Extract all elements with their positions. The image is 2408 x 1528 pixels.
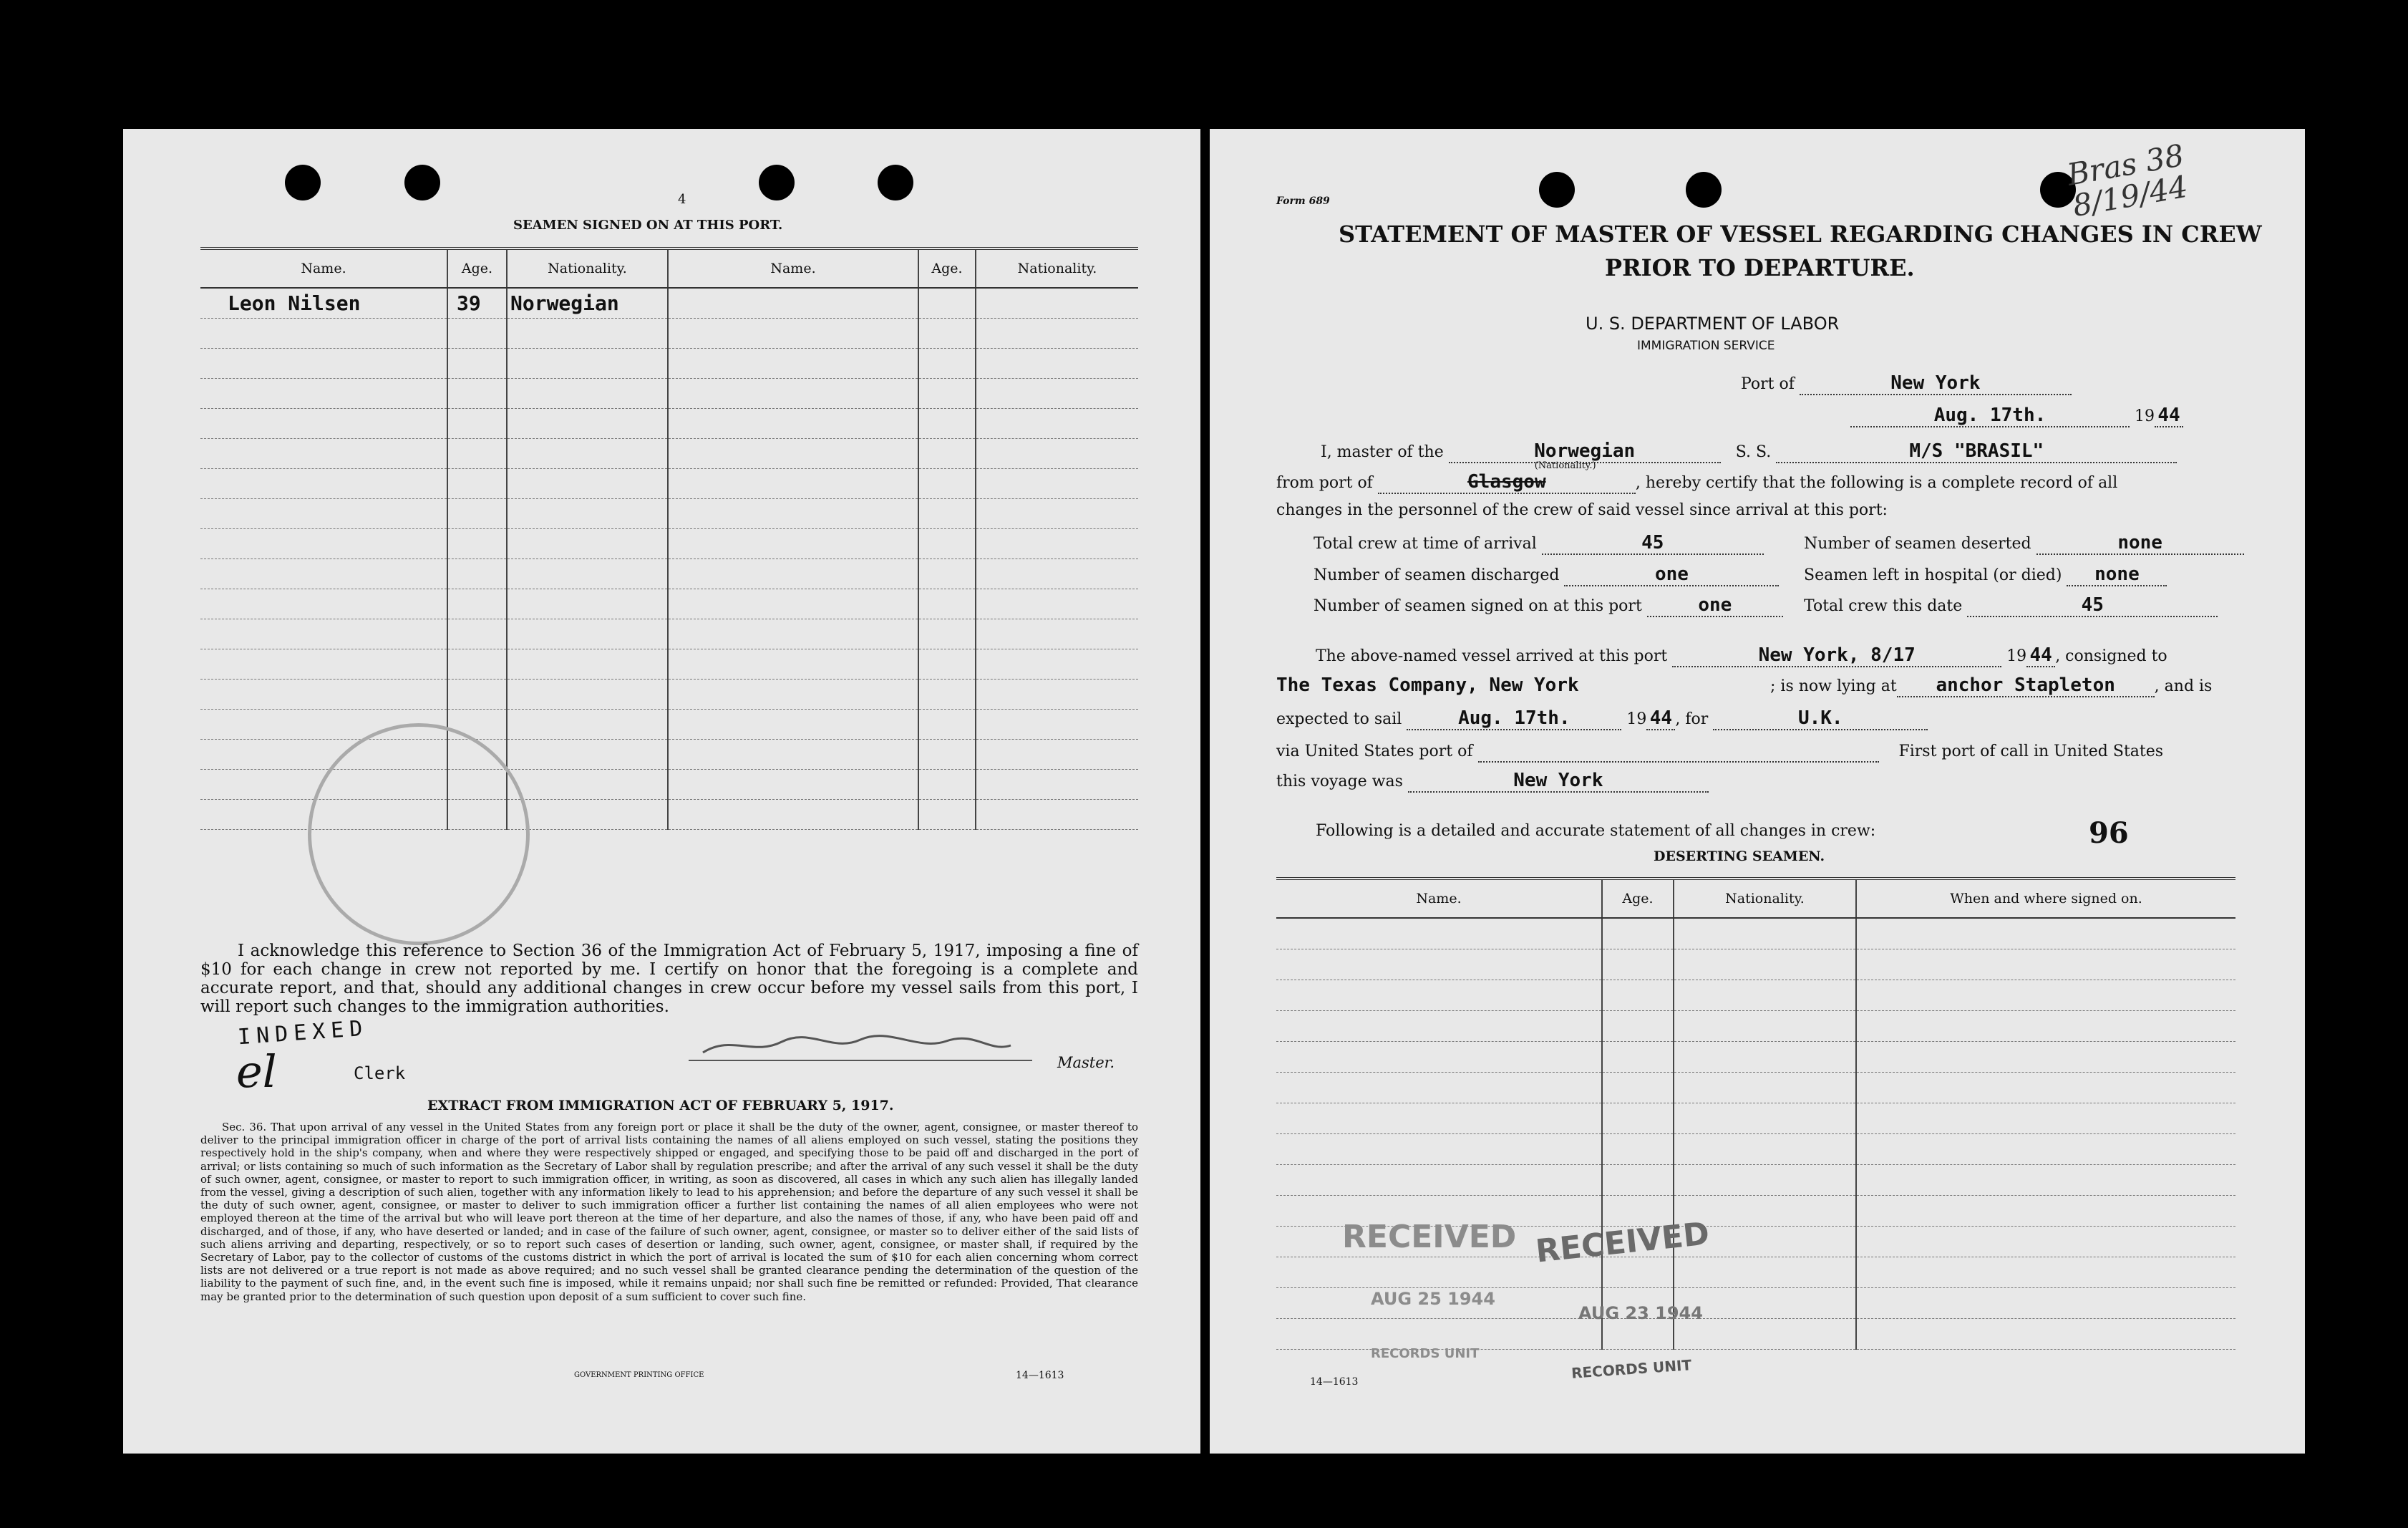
received-stamp: RECEIVED (1534, 1215, 1712, 1270)
column-header: Age. (918, 248, 976, 288)
stat-label: Total crew this date (1804, 597, 1963, 615)
table-row (200, 469, 1138, 499)
right-page (1210, 129, 2305, 1454)
stat-label: Number of seamen discharged (1314, 566, 1560, 584)
stat-value: none (2036, 532, 2244, 555)
seaman-age: 39 (447, 288, 507, 319)
nationality-value: Norwegian (Nationality.) (1449, 440, 1721, 463)
stat-value: one (1564, 564, 1779, 586)
table-row (200, 499, 1138, 529)
year-prefix: 19 (2135, 407, 2155, 425)
punch-hole (404, 165, 440, 200)
title-line-2: PRIOR TO DEPARTURE. (1605, 254, 1915, 281)
from-port-label: from port of (1276, 474, 1373, 492)
faded-circular-stamp (308, 723, 530, 945)
column-header: Name. (668, 248, 918, 288)
and-is-label: , and is (2154, 677, 2213, 695)
table-row (1276, 949, 2235, 980)
table-row (1276, 1165, 2235, 1196)
form-code: 14—1613 (1016, 1370, 1064, 1381)
stamp-unit: RECORDS UNIT (1371, 1346, 1480, 1361)
table-row (200, 710, 1138, 740)
seamen-signed-on-table (200, 247, 1138, 830)
voyage-label: this voyage was (1276, 773, 1403, 790)
sail-date: Aug. 17th. (1407, 707, 1621, 730)
table-row (200, 319, 1138, 349)
column-header: When and where signed on. (1856, 879, 2235, 918)
column-header: Nationality. (1674, 879, 1856, 918)
nationality-caption: (Nationality.) (1534, 460, 1596, 471)
printer-label: GOVERNMENT PRINTING OFFICE (574, 1371, 704, 1379)
certify-text-2: changes in the personnel of the crew of said vessel since arrival at this port: (1276, 501, 1888, 519)
received-stamp: RECEIVED (1342, 1219, 1517, 1255)
first-port-value: New York (1408, 770, 1709, 793)
year-value: 44 (2155, 405, 2183, 427)
lying-value: anchor Stapleton (1897, 674, 2155, 697)
stat-value: one (1647, 594, 1783, 617)
stat-value: 45 (1542, 532, 1764, 555)
stat-label: Number of seamen deserted (1804, 535, 2031, 553)
table-row (1276, 918, 2235, 949)
clerk-label: Clerk (354, 1063, 406, 1083)
stamp-date: AUG 23 1944 (1578, 1303, 1703, 1323)
arrival-year: 44 (2026, 644, 2055, 667)
column-header: Nationality. (507, 248, 668, 288)
column-header: Nationality. (976, 248, 1138, 288)
table-row (1276, 1011, 2235, 1042)
punch-hole (285, 165, 321, 200)
year-prefix: 19 (1626, 710, 1647, 728)
table-row (1276, 1042, 2235, 1073)
destination: U.K. (1713, 707, 1928, 730)
section-title: SEAMEN SIGNED ON AT THIS PORT. (513, 218, 783, 233)
via-label: via United States port of (1276, 743, 1473, 760)
certify-text: , hereby certify that the following is a complete record of all (1635, 474, 2118, 492)
master-signature-line (689, 1031, 1032, 1061)
vessel-name: M/S "BRASIL" (1776, 440, 2177, 463)
handwritten-annotation: Bras 38 8/19/44 (2064, 137, 2190, 224)
table-row (200, 559, 1138, 589)
punch-hole (878, 165, 913, 200)
table-row (200, 649, 1138, 680)
department-name: U. S. DEPARTMENT OF LABOR (1586, 314, 1840, 334)
date-value: Aug. 17th. (1850, 405, 2130, 427)
extract-text: Sec. 36. That upon arrival of any vessel in the United States from any foreign port or place it shall be the duty of the owner, agent, consignee, or master thereof to deliver to the principal immigration officer in charge of the port of arrival lists containing the names of all aliens employed on such vessel, stating the positions they respectively hold in the ship's company, when and where they were respectively shipped or engaged, and specifying those to be paid off and discharged in the port of arrival; or lists containing so much of such information as the Secretary of Labor shall by regulation prescribe; and after the arrival of any such vessel it shall be the duty of such owner, agent, consignee, or master to report to such immigration officer, in writing, as soon as discovered, all cases in which any such alien has illegally landed from the vessel, giving a description of such alien, together with any information likely to lead to his apprehension; and before the departure of any such vessel it shall be the duty of such owner, agent, consignee, or master to deliver to such immigration officer a further list containing the names of all alien employees who were not employed thereon at the time of the arrival but who will leave port thereon at the time of her departure, and also the names of those, if any, who have been paid off and discharged, and of those, if any, who have deserted or landed; and in case of the failure of such owner, agent, consignee, or master so to deliver either of the said lists of such aliens arriving and departing, respectively, or so to report such cases of desertion or landing, such owner, agent, consignee, or master shall, if required by the Secretary of Labor, pay to the collector of customs of the customs district in which the port of arrival is located the sum of $10 for each alien concerning whom correct lists are not delivered or a true report is not made as above required; and no such vessel shall be granted clearance pending the determination of the question of the liability to the payment of such fine, and, in the event such fine is imposed, while it remains unpaid; nor shall such fine be remitted or refunded: Provided, That clearance may be granted prior to the determination of such question upon deposit of a sum sufficient to cover such fine. (200, 1121, 1138, 1303)
clerk-initials-signature: el (236, 1045, 277, 1098)
deserting-title: DESERTING SEAMEN. (1654, 848, 1825, 864)
stat-label: Number of seamen signed on at this port (1314, 597, 1642, 615)
column-header: Name. (1276, 879, 1602, 918)
table-row (200, 439, 1138, 469)
consigned-label: , consigned to (2055, 647, 2167, 665)
via-port-value (1478, 740, 1879, 763)
master-signature (689, 1031, 1032, 1060)
column-header: Age. (447, 248, 507, 288)
lying-label: ; is now lying at (1770, 677, 1897, 695)
ss-label: S. S. (1735, 443, 1772, 461)
punch-hole (759, 165, 795, 200)
title-line-1: STATEMENT OF MASTER OF VESSEL REGARDING CHANGES IN CREW (1339, 221, 2262, 248)
service-name: IMMIGRATION SERVICE (1637, 339, 1775, 353)
table-row (200, 379, 1138, 409)
master-label: Master. (1057, 1054, 1115, 1071)
column-header: Name. (200, 248, 447, 288)
seaman-nationality: Norwegian (507, 288, 668, 319)
table-row (200, 619, 1138, 649)
arrived-label: The above-named vessel arrived at this port (1316, 647, 1668, 665)
master-prefix: I, master of the (1321, 443, 1444, 461)
year-prefix: 19 (2006, 647, 2027, 665)
table-row (200, 349, 1138, 379)
stat-value: none (2067, 564, 2167, 586)
form-number: Form 689 (1276, 195, 1330, 207)
stat-value: 45 (1967, 594, 2218, 617)
table-row (200, 589, 1138, 619)
form-code: 14—1613 (1310, 1376, 1359, 1388)
extract-title: EXTRACT FROM IMMIGRATION ACT OF FEBRUARY 5, 1917. (427, 1098, 894, 1113)
sail-year: 44 (1646, 707, 1675, 730)
for-label: , for (1675, 710, 1709, 728)
deserting-seamen-table (1276, 877, 2235, 1350)
acknowledgment-text: I acknowledge this reference to Section 36 of the Immigration Act of February 5, 1917, imposing a fine of $10 for each change in crew not reported by me. I certify on honor that the foregoing is a complete and accurate report, and that, should any additional changes in crew occur before my vessel sails from this port, I will report such changes to the immigration authorities. (200, 942, 1138, 1016)
stat-label: Total crew at time of arrival (1314, 535, 1537, 553)
page-number: 4 (678, 192, 686, 207)
table-row (1276, 1103, 2235, 1134)
stat-label: Seamen left in hospital (or died) (1804, 566, 2062, 584)
from-port-value: Glasgow (1378, 471, 1636, 494)
seaman-name: Leon Nilsen (200, 288, 447, 319)
table-row (1276, 1319, 2235, 1350)
punch-hole (1686, 172, 1722, 208)
table-row (200, 529, 1138, 559)
table-row (200, 288, 1138, 319)
port-label: Port of (1741, 375, 1795, 393)
table-row (1276, 1134, 2235, 1165)
table-row (1276, 980, 2235, 1011)
first-port-label: First port of call in United States (1898, 743, 2164, 760)
port-value: New York (1800, 372, 2072, 395)
table-row (1276, 1257, 2235, 1288)
arrived-value: New York, 8/17 (1672, 644, 2001, 667)
following-text: Following is a detailed and accurate statement of all changes in crew: (1316, 822, 1876, 840)
sail-label: expected to sail (1276, 710, 1402, 728)
indexed-stamp: INDEXED (237, 1015, 369, 1050)
stamp-date: AUG 25 1944 (1371, 1289, 1495, 1309)
stamp-unit: RECORDS UNIT (1570, 1356, 1692, 1382)
column-header: Age. (1602, 879, 1674, 918)
table-row (200, 680, 1138, 710)
punch-hole (1539, 172, 1575, 208)
left-page (123, 129, 1200, 1454)
handwritten-number: 96 (2089, 816, 2129, 850)
table-row (1276, 1073, 2235, 1103)
consignee-value: The Texas Company, New York (1276, 674, 1579, 696)
table-row (200, 409, 1138, 439)
